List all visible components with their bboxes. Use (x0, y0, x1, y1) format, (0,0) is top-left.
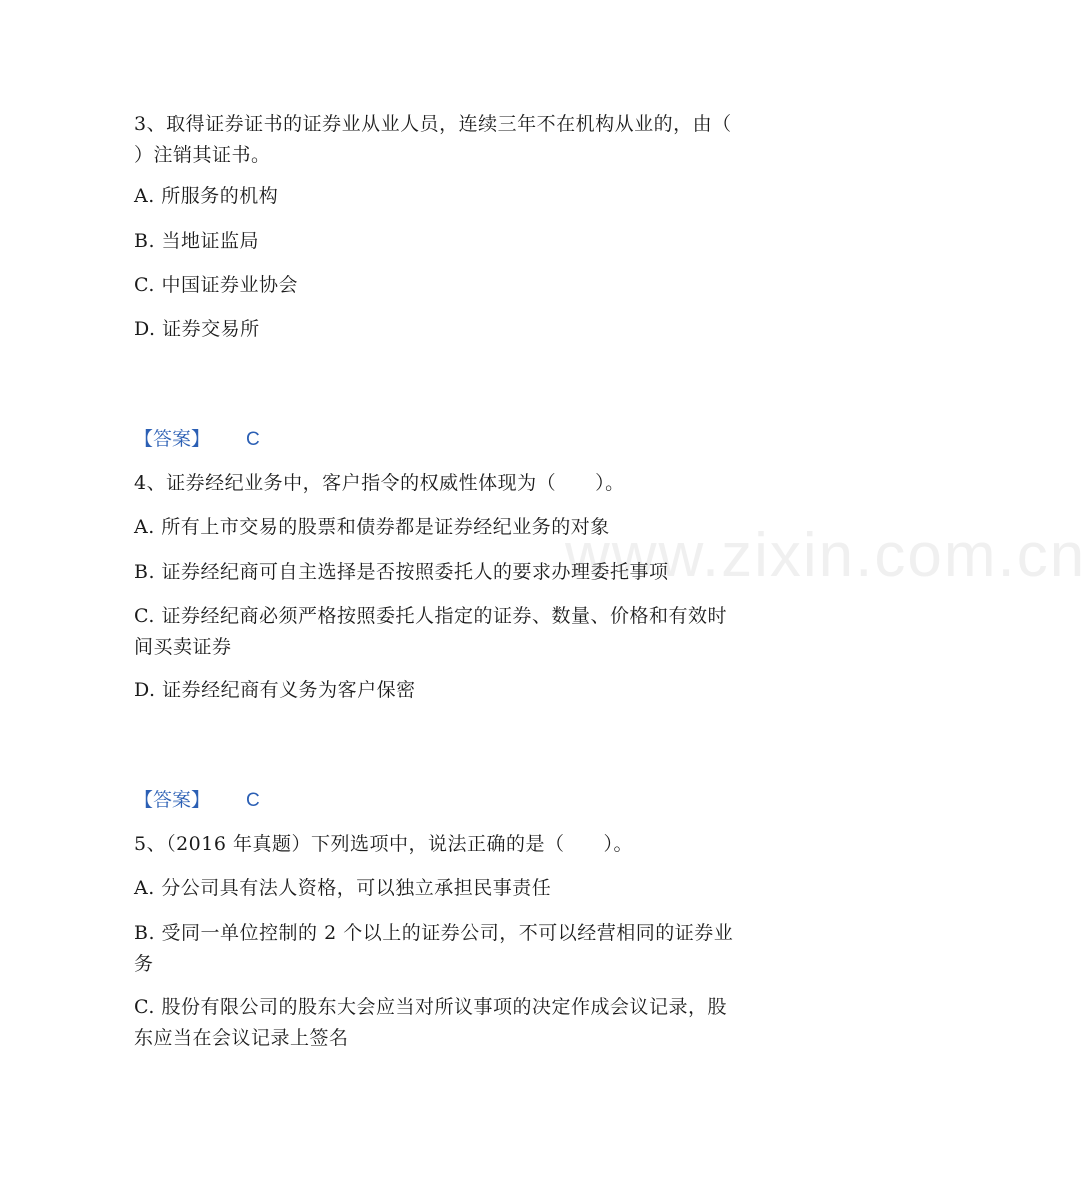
q3-stem-line2: ）注销其证书。 (134, 144, 271, 166)
q5-option-c-line2: 东应当在会议记录上签名 (134, 1027, 349, 1049)
q4-answer-value: C (246, 790, 260, 811)
q4-option-c-line2: 间买卖证券 (134, 636, 232, 658)
q4-option-d: D. 证券经纪商有义务为客户保密 (134, 679, 416, 701)
q3-answer-label: 【答案】 (134, 428, 211, 450)
q4-option-b: B. 证券经纪商可自主选择是否按照委托人的要求办理委托事项 (134, 561, 669, 583)
q5-stem-line1: 5、（2016 年真题）下列选项中，说法正确的是（ ）。 (134, 833, 633, 855)
q5-option-c-line1: C. 股份有限公司的股东大会应当对所议事项的决定作成会议记录，股 (134, 996, 727, 1018)
q4-option-c-line1: C. 证券经纪商必须严格按照委托人指定的证券、数量、价格和有效时 (134, 605, 727, 627)
q5-option-b-line1: B. 受同一单位控制的 2 个以上的证券公司，不可以经营相同的证券业 (134, 922, 734, 944)
q5-option-a: A. 分公司具有法人资格，可以独立承担民事责任 (134, 877, 552, 899)
q3-option-c: C. 中国证券业协会 (134, 274, 298, 296)
q3-option-a: A. 所服务的机构 (134, 185, 279, 207)
q4-answer-label: 【答案】 (134, 789, 211, 811)
watermark: www.zixin.com.cn (565, 521, 1086, 590)
q4-stem-line1: 4、证券经纪业务中，客户指令的权威性体现为（ ）。 (134, 472, 625, 494)
q3-answer-value: C (246, 429, 260, 450)
q3-option-b: B. 当地证监局 (134, 230, 260, 252)
q3-stem-line1: 3、取得证券证书的证券业从业人员，连续三年不在机构从业的，由（ (134, 113, 732, 135)
q4-answer (134, 787, 260, 814)
q5-option-b-line2: 务 (134, 953, 154, 975)
q3-answer (134, 426, 260, 453)
q4-option-a: A. 所有上市交易的股票和债券都是证券经纪业务的对象 (134, 516, 610, 538)
q3-option-d: D. 证券交易所 (134, 318, 260, 340)
